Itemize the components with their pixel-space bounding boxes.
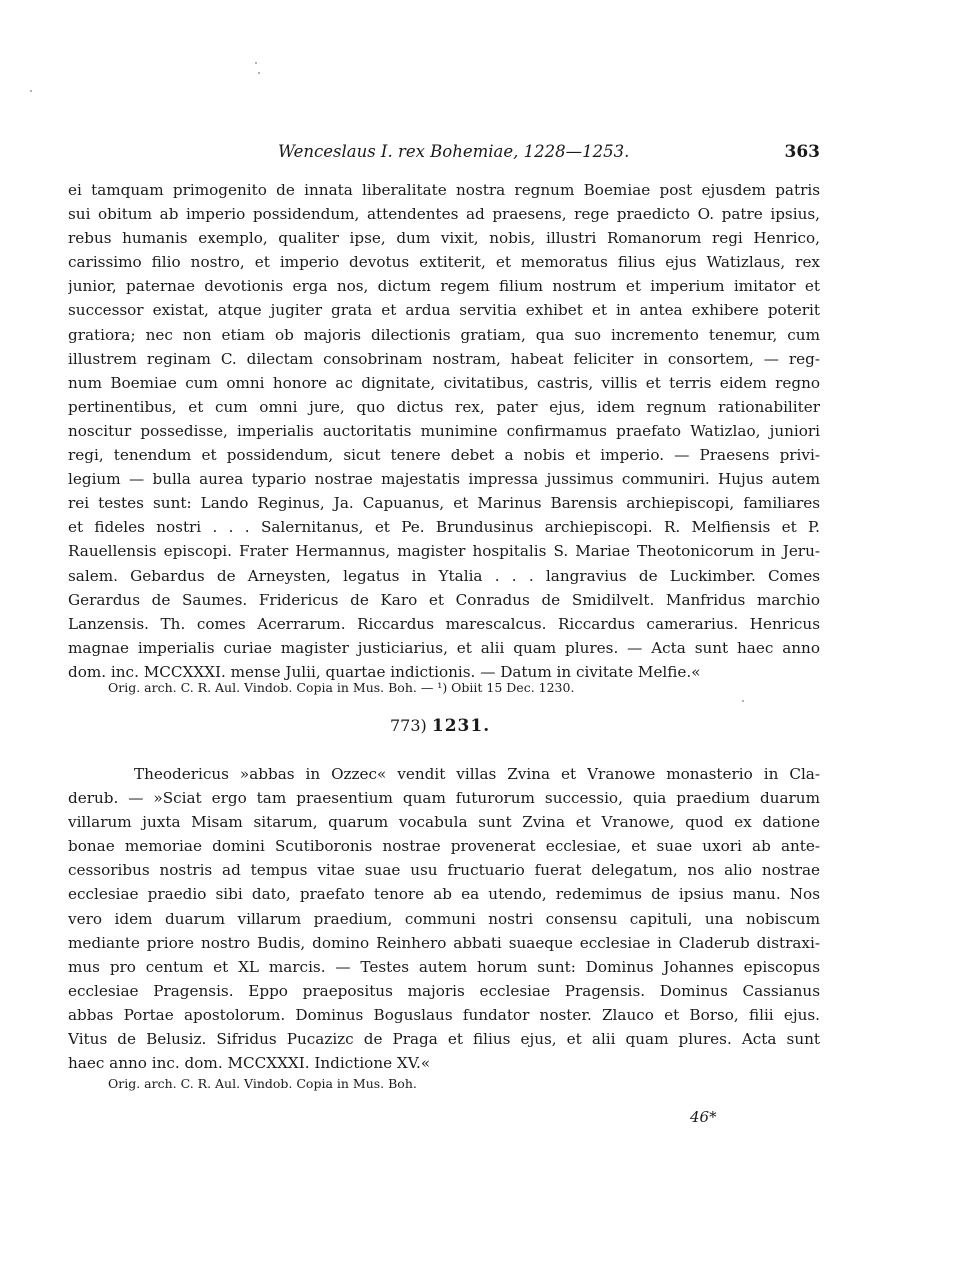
scan-speck [258, 72, 260, 74]
text-line: rei testes sunt: Lando Reginus, Ja. Capuanus, et Marinus Barensis archiepiscopi, familiares [68, 494, 820, 513]
signature-mark: 46* [690, 1108, 717, 1126]
text-line: noscitur possedisse, imperialis auctoritatis munimine confirmamus praefato Watizlao, juniori [68, 421, 820, 440]
text-line: haec anno inc. dom. MCCXXXI. Indictione XV.« [68, 1054, 431, 1073]
text-line: regi, tenendum et possidendum, sicut tenere debet a nobis et imperio. — Praesens privi- [68, 446, 820, 465]
text-line: villarum juxta Misam sitarum, quarum vocabula sunt Zvina et Vranowe, quod ex datione [68, 813, 820, 832]
scan-speck [255, 62, 257, 64]
text-line: sui obitum ab imperio possidendum, attendentes ad praesens, rege praedicto O. patre ipsius, [68, 205, 820, 224]
text-line: et fideles nostri . . . Salernitanus, et Pe. Brundusinus archiepiscopi. R. Melfiensis et P. [68, 518, 820, 537]
text-line: gratiora; nec non etiam ob majoris dilectionis gratiam, qua suo incremento tenemur, cum [68, 325, 820, 344]
text-line: rebus humanis exemplo, qualiter ipse, dum vixit, nobis, illustri Romanorum regi Henrico, [68, 229, 820, 248]
text-line: Rauellensis episcopi. Frater Hermannus, magister hospitalis S. Mariae Theotonicorum in Jeru- [68, 542, 820, 561]
document-number-label: 773) [390, 716, 427, 735]
document-number [390, 716, 490, 736]
running-title: Wenceslaus I. rex Bohemiae, 1228—1253. [278, 142, 630, 161]
document-year: 1231. [431, 716, 491, 736]
text-line: junior, paternae devotionis erga nos, dictum regem filium nostrum et imperium imitator et [68, 277, 820, 296]
text-line: derub. — »Sciat ergo tam praesentium quam futurorum successio, quia praedium duarum [68, 789, 820, 808]
text-line: Lanzensis. Th. comes Acerrarum. Riccardus marescalcus. Riccardus camerarius. Henricus [68, 614, 820, 633]
source-note: Orig. arch. C. R. Aul. Vindob. Copia in Mus. Boh. [108, 1076, 417, 1091]
source-note: Orig. arch. C. R. Aul. Vindob. Copia in Mus. Boh. — ¹) Obiit 15 Dec. 1230. [108, 680, 575, 695]
text-line: abbas Portae apostolorum. Dominus Boguslaus fundator noster. Zlauco et Borso, filii ejus. [68, 1005, 820, 1024]
text-line: Gerardus de Saumes. Fridericus de Karo et Conradus de Smidilvelt. Manfridus marchio [68, 590, 820, 609]
text-line: mediante priore nostro Budis, domino Reinhero abbati suaeque ecclesiae in Claderub distraxi- [68, 933, 820, 952]
text-line: dom. inc. MCCXXXI. mense Julii, quartae indictionis. — Datum in civitate Melfie.« [68, 662, 701, 681]
text-line: carissimo filio nostro, et imperio devotus extiterit, et memoratus filius ejus Watizlaus, rex [68, 253, 820, 272]
text-line: pertinentibus, et cum omni jure, quo dictus rex, pater ejus, idem regnum rationabiliter [68, 397, 820, 416]
text-line: salem. Gebardus de Arneysten, legatus in Ytalia . . . langravius de Luckimber. Comes [68, 566, 820, 585]
text-line: cessoribus nostris ad tempus vitae suae usu fructuario fuerat delegatum, nos alio nostrae [68, 861, 820, 880]
text-line: ei tamquam primogenito de innata liberalitate nostra regnum Boemiae post ejusdem patris [68, 181, 820, 199]
page-header [68, 142, 820, 168]
text-line: ecclesiae praedio sibi dato, praefato tenore ab ea utendo, redemimus de ipsius manu. Nos [68, 885, 820, 904]
scan-speck [742, 700, 744, 702]
text-line: successor existat, atque jugiter grata et ardua servitia exhibet et in antea exhibere poterit [68, 301, 820, 320]
text-line: bonae memoriae domini Scutiboronis nostrae provenerat ecclesiae, et suae uxori ab ante- [68, 837, 820, 856]
page-number: 363 [784, 142, 820, 162]
text-line: vero idem duarum villarum praedium, communi nostri consensu capituli, una nobiscum [68, 909, 820, 928]
scan-speck [30, 90, 32, 92]
text-line: Theodericus »abbas in Ozzec« vendit villas Zvina et Vranowe monasterio in Cla- [134, 765, 820, 783]
text-line: num Boemiae cum omni honore ac dignitate, civitatibus, castris, villis et terris eidem regno [68, 373, 820, 392]
text-line: legium — bulla aurea typario nostrae majestatis impressa jussimus communiri. Hujus autem [68, 470, 820, 489]
text-line: mus pro centum et XL marcis. — Testes autem horum sunt: Dominus Johannes episcopus [68, 957, 820, 976]
charter-text-773 [68, 762, 820, 1075]
text-line: ecclesiae Pragensis. Eppo praepositus majoris ecclesiae Pragensis. Dominus Cassianus [68, 981, 820, 1000]
text-line: Vitus de Belusiz. Sifridus Pucazizc de Praga et filius ejus, et alii quam plures. Acta sunt [68, 1030, 820, 1049]
text-line: magnae imperialis curiae magister justiciarius, et alii quam plures. — Acta sunt haec anno [68, 638, 820, 657]
charter-text [68, 178, 820, 684]
text-line: illustrem reginam C. dilectam consobrinam nostram, habeat feliciter in consortem, — reg- [68, 349, 820, 368]
